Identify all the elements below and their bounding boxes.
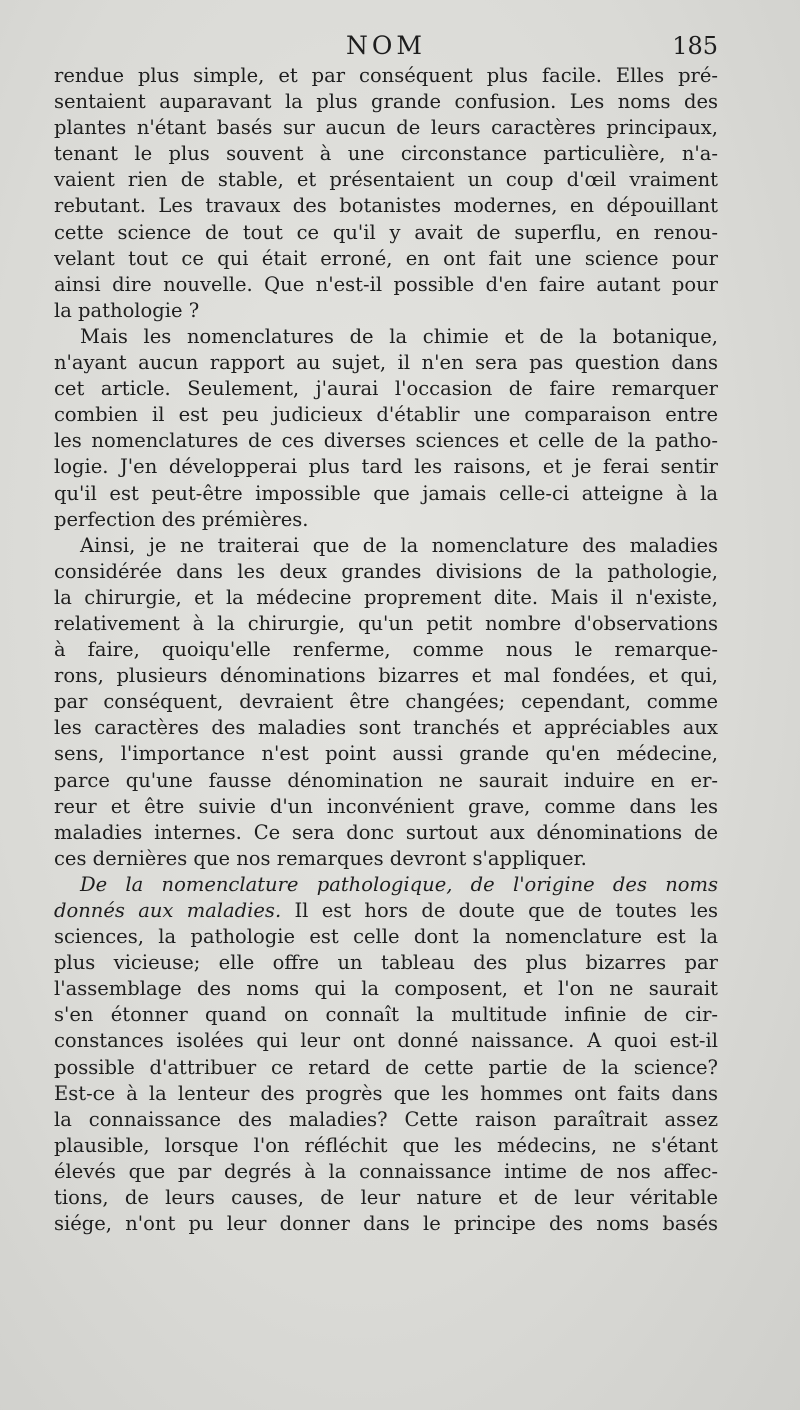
text-line: sciences, la pathologie est celle dont la nomenclature est la <box>54 925 718 949</box>
text-line: n'ayant aucun rapport au sujet, il n'en sera pas question dans <box>54 351 718 375</box>
text-line: plus vicieuse; elle offre un tableau des plus bizarres par <box>54 951 718 975</box>
section-heading-line <box>54 898 718 924</box>
section-heading-italic: De la nomenclature pathologique, de l'origine des noms <box>80 872 718 896</box>
text-line: perfection des prémières. <box>54 507 309 531</box>
page-number: 185 <box>672 32 718 60</box>
text-line: la connaissance des maladies? Cette raison paraîtrait assez <box>54 1107 718 1131</box>
text-line: sens, l'importance n'est point aussi grande qu'en médecine, <box>54 742 718 766</box>
page-header <box>54 30 718 62</box>
text-line: plausible, lorsque l'on réfléchit que les médecins, ne s'étant <box>54 1133 718 1157</box>
text-line: à faire, quoiqu'elle renferme, comme nous le remarque- <box>54 638 718 662</box>
text-line: élevés que par degrés à la connaissance intime de nos affec- <box>54 1159 718 1183</box>
text-line: Est-ce à la lenteur des progrès que les hommes ont faits dans <box>54 1081 718 1105</box>
text-line: siége, n'ont pu leur donner dans le principe des noms basés <box>54 1212 718 1236</box>
running-head: NOM <box>346 31 426 60</box>
text-line: plantes n'étant basés sur aucun de leurs caractères principaux, <box>54 116 718 140</box>
text-line: cette science de tout ce qu'il y avait de superflu, en renou- <box>54 220 718 244</box>
text-line: les caractères des maladies sont tranchés et appréciables aux <box>54 716 718 740</box>
text-line: constances isolées qui leur ont donné naissance. A quoi est-il <box>54 1029 718 1053</box>
text-line: s'en étonner quand on connaît la multitude infinie de cir- <box>54 1003 718 1027</box>
text-line: l'assemblage des noms qui la composent, et l'on ne saurait <box>54 977 718 1001</box>
text-line: reur et être suivie d'un inconvénient grave, comme dans les <box>54 794 718 818</box>
text-line: relativement à la chirurgie, qu'un petit nombre d'observations <box>54 611 718 635</box>
text-line: velant tout ce qui était erroné, en ont fait une science pour <box>54 246 718 270</box>
text-line: la pathologie ? <box>54 298 200 322</box>
text-line: rons, plusieurs dénominations bizarres et mal fondées, et qui, <box>54 664 718 688</box>
text-line: logie. J'en développerai plus tard les raisons, et je ferai sentir <box>54 455 718 479</box>
text-line: cet article. Seulement, j'aurai l'occasion de faire remarquer <box>54 377 718 401</box>
text-line: tenant le plus souvent à une circonstance particulière, n'a- <box>54 142 718 166</box>
text-line: possible d'attribuer ce retard de cette partie de la science? <box>54 1055 718 1079</box>
text-line: les nomenclatures de ces diverses sciences et celle de la patho- <box>54 429 718 453</box>
text-line: rendue plus simple, et par conséquent plus facile. Elles pré- <box>54 64 718 87</box>
text-line: la chirurgie, et la médecine proprement dite. Mais il n'existe, <box>54 585 718 609</box>
section-heading-line <box>54 872 718 898</box>
text-line: maladies internes. Ce sera donc surtout aux dénominations de <box>54 820 718 844</box>
text-line: considérée dans les deux grandes divisions de la pathologie, <box>54 559 718 583</box>
text-line: rebutant. Les travaux des botanistes modernes, en dépouillant <box>54 194 718 218</box>
body-text <box>54 63 718 1237</box>
text-run: Il est hors de doute que de toutes les <box>281 899 718 922</box>
text-line: ces dernières que nos remarques devront s'appliquer. <box>54 846 587 870</box>
section-heading-italic: donnés aux maladies. <box>54 899 282 922</box>
text-line: qu'il est peut-être impossible que jamais celle-ci atteigne à la <box>54 481 718 505</box>
text-line: combien il est peu judicieux d'établir une comparaison entre <box>54 403 718 427</box>
text-line: parce qu'une fausse dénomination ne saurait induire en er- <box>54 768 718 792</box>
text-line: Mais les nomenclatures de la chimie et de la botanique, <box>80 324 718 348</box>
text-line: Ainsi, je ne traiterai que de la nomenclature des maladies <box>80 533 718 557</box>
text-line: sentaient auparavant la plus grande confusion. Les noms des <box>54 90 718 114</box>
text-line: tions, de leurs causes, de leur nature et de leur véritable <box>54 1186 718 1210</box>
text-line: ainsi dire nouvelle. Que n'est-il possible d'en faire autant pour <box>54 272 718 296</box>
text-line: par conséquent, devraient être changées; cependant, comme <box>54 690 718 714</box>
text-line: vaient rien de stable, et présentaient un coup d'œil vraiment <box>54 168 718 192</box>
